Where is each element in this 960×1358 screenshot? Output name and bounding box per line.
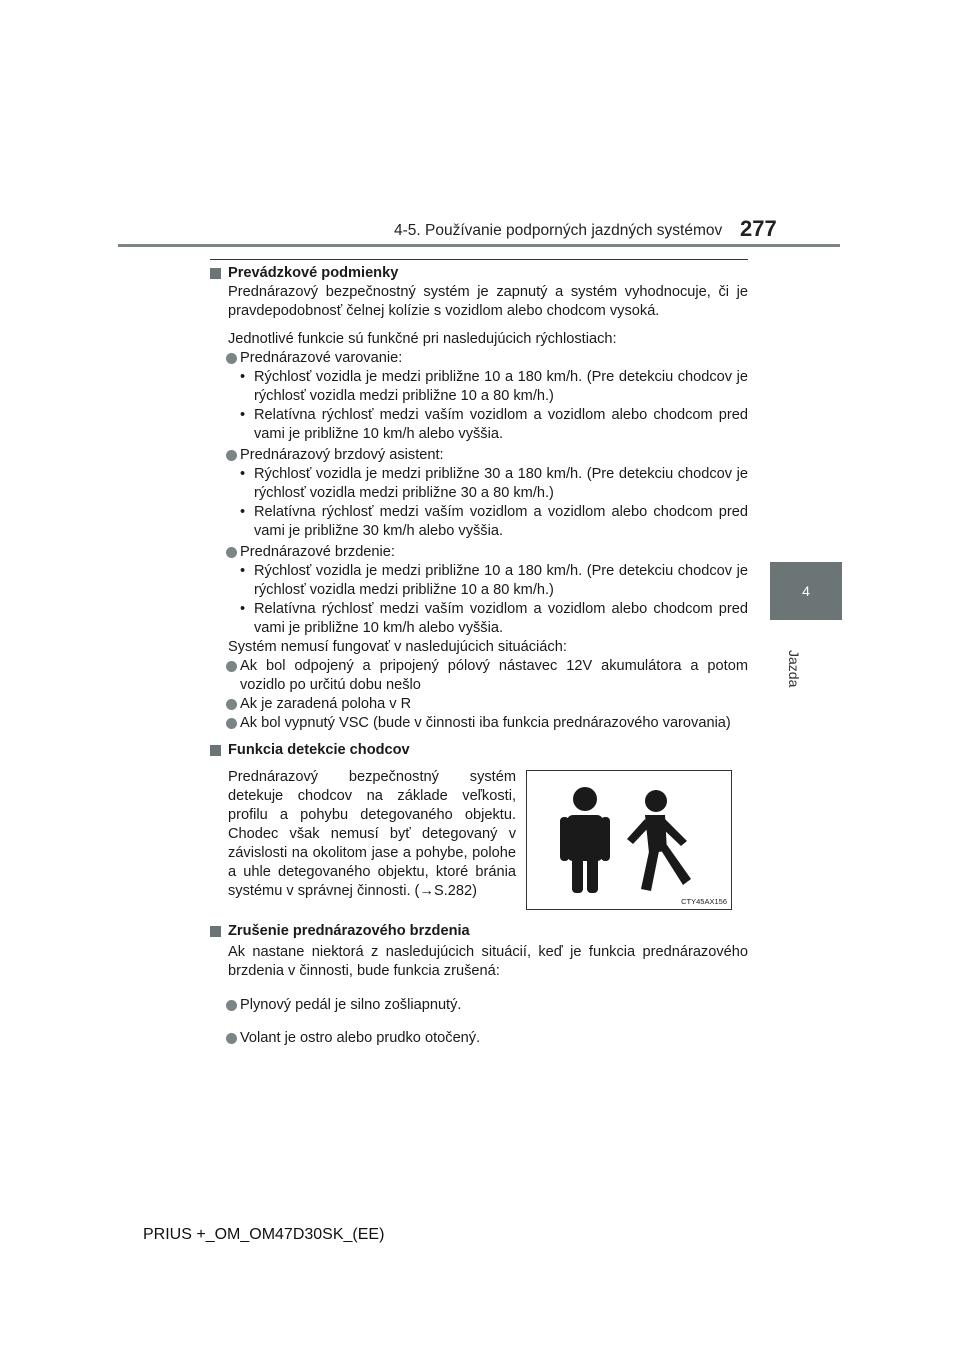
heading-cancel-braking: Zrušenie prednárazového brzdenia	[210, 922, 748, 941]
figure-code: CTY45AX156	[681, 897, 727, 906]
paragraph: Ak nastane niektorá z nasledujúcich situácií, keď je funkcia prednárazového brzdenia v činnosti, bude funkcia zrušená:	[228, 944, 748, 979]
list-item: Plynový pedál je silno zošliapnutý.	[210, 996, 748, 1015]
list-item: Prednárazové brzdenie:	[210, 543, 748, 562]
list-item: Ak je zaradená poloha v R	[210, 695, 748, 714]
square-bullet-icon	[210, 745, 221, 756]
paragraph: Prednárazový bezpečnostný systém je zapnutý a systém vyhodnocuje, či je pravdepodobnosť čelnej kolízie s vozidlom alebo chodcom vysoká.	[228, 284, 748, 319]
chapter-tab[interactable]	[770, 562, 842, 620]
list-item: Prednárazový brzdový asistent:	[210, 446, 748, 465]
sub-list-item: • Relatívna rýchlosť medzi vaším vozidlom a vozidlom alebo chodcom pred vami je približne 30 km/h alebo vyššia.	[240, 504, 748, 539]
pedestrian-detection-text: Prednárazový bezpečnostný systém detekuje chodcov na základe veľkosti, profilu a pohybu detegovaného objektu. Chodec však nemusí byť detegovaný v závislosti na okolitom jase a pohybe, polohe a uhle detegovaného objektu, ktoré bránia systému v správnej činnosti. (→S.282)	[228, 769, 516, 899]
list-item: Ak bol vypnutý VSC (bude v činnosti iba funkcia prednárazového varovania)	[210, 714, 748, 733]
footer-doc-code: PRIUS +_OM_OM47D30SK_(EE)	[143, 1226, 385, 1243]
round-bullet-icon	[226, 450, 237, 461]
list-item: Volant je ostro alebo prudko otočený.	[210, 1029, 748, 1048]
header-rule	[118, 244, 840, 247]
header-section-title: 4-5. Používanie podporných jazdných systémov	[394, 222, 723, 239]
pedestrian-icon	[527, 771, 731, 909]
section-rule	[210, 259, 748, 260]
square-bullet-icon	[210, 926, 221, 937]
heading-operating-conditions: Prevádzkové podmienky	[210, 264, 748, 283]
chapter-number: 4	[802, 583, 810, 599]
chapter-label: Jazda	[786, 650, 802, 688]
round-bullet-icon	[226, 1000, 237, 1011]
round-bullet-icon	[226, 661, 237, 672]
round-bullet-icon	[226, 353, 237, 364]
list-item: Prednárazové varovanie:	[210, 349, 748, 368]
page-number: 277	[740, 216, 777, 241]
sub-list-item: • Relatívna rýchlosť medzi vaším vozidlom a vozidlom alebo chodcom pred vami je približne 10 km/h alebo vyššia.	[240, 601, 748, 636]
sub-list-item: • Relatívna rýchlosť medzi vaším vozidlom a vozidlom alebo chodcom pred vami je približne 10 km/h alebo vyššia.	[240, 407, 748, 442]
pedestrian-figure	[526, 770, 732, 910]
round-bullet-icon	[226, 1033, 237, 1044]
sub-list-item: • Rýchlosť vozidla je medzi približne 30 a 180 km/h. (Pre detekciu chodcov je rýchlosť vozidla medzi približne 30 a 80 km/h.)	[240, 466, 748, 501]
paragraph: Jednotlivé funkcie sú funkčné pri nasledujúcich rýchlostiach:	[228, 331, 617, 347]
round-bullet-icon	[226, 699, 237, 710]
main-content	[210, 264, 748, 760]
paragraph: Systém nemusí fungovať v nasledujúcich situáciách:	[228, 639, 567, 655]
round-bullet-icon	[226, 718, 237, 729]
heading-pedestrian-detection: Funkcia detekcie chodcov	[210, 741, 748, 760]
sub-list-item: • Rýchlosť vozidla je medzi približne 10 a 180 km/h. (Pre detekciu chodcov je rýchlosť vozidla medzi približne 10 a 80 km/h.)	[240, 369, 748, 404]
sub-list-item: • Rýchlosť vozidla je medzi približne 10 a 180 km/h. (Pre detekciu chodcov je rýchlosť vozidla medzi približne 10 a 80 km/h.)	[240, 563, 748, 598]
cancel-braking-section	[210, 918, 748, 1063]
square-bullet-icon	[210, 268, 221, 279]
list-item: Ak bol odpojený a pripojený pólový nástavec 12V akumulátora a potom vozidlo po určitú dobu nešlo	[210, 657, 748, 695]
round-bullet-icon	[226, 547, 237, 558]
